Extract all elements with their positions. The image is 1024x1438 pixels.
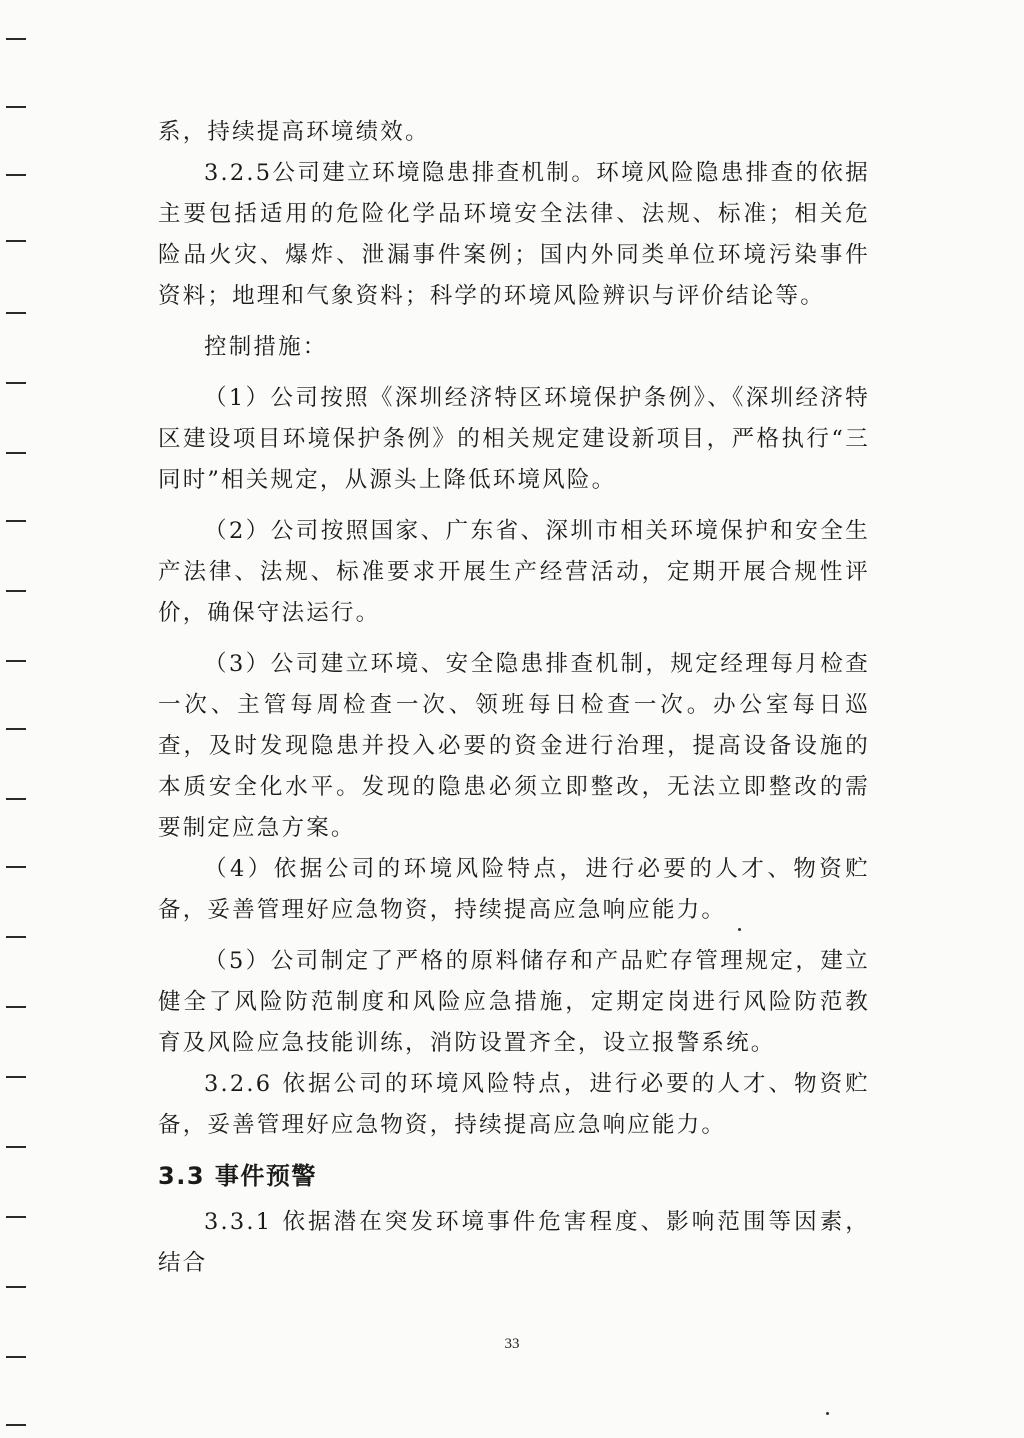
margin-tick [6, 312, 26, 314]
scan-speck [826, 1412, 829, 1415]
margin-tick [6, 728, 26, 730]
margin-tick [6, 1216, 26, 1218]
paragraph-measure-2: （2）公司按照国家、广东省、深圳市相关环境保护和安全生产法律、法规、标准要求开展生产经营活动，定期开展合规性评价，确保守法运行。 [158, 518, 870, 626]
margin-tick [6, 660, 26, 662]
margin-tick [6, 1286, 26, 1288]
margin-tick [6, 106, 26, 108]
binding-margin-marks [6, 0, 28, 1438]
margin-tick [6, 382, 26, 384]
margin-tick [6, 174, 26, 176]
scan-speck [738, 928, 741, 931]
paragraph-continued: 系，持续提高环境绩效。 [158, 119, 430, 145]
paragraph-measure-5: （5）公司制定了严格的原料储存和产品贮存管理规定，建立健全了风险防范制度和风险应急措施，定期定岗进行风险防范教育及风险应急技能训练，消防设置齐全，设立报警系统。 [158, 948, 870, 1056]
margin-tick [6, 590, 26, 592]
margin-tick [6, 1076, 26, 1078]
section-heading-3-3: 3.3 事件预警 [158, 1162, 317, 1190]
paragraph-measure-4: （4）依据公司的环境风险特点，进行必要的人才、物资贮备，妥善管理好应急物资，持续提高应急响应能力。 [158, 856, 870, 923]
margin-tick [6, 38, 26, 40]
paragraph-3-2-5: 3.2.5公司建立环境隐患排查机制。环境风险隐患排查的依据主要包括适用的危险化学品环境安全法律、法规、标准；相关危险品火灾、爆炸、泄漏事件案例；国内外同类单位环境污染事件资料；地理和气象资料；科学的环境风险辨识与评价结论等。 [158, 160, 870, 309]
margin-tick [6, 1424, 26, 1426]
margin-tick [6, 936, 26, 938]
document-body [158, 112, 870, 1284]
paragraph-control-measures-label: 控制措施： [204, 334, 328, 360]
margin-tick [6, 1006, 26, 1008]
paragraph-measure-3: （3）公司建立环境、安全隐患排查机制，规定经理每月检查一次、主管每周检查一次、领班每日检查一次。办公室每日巡查，及时发现隐患并投入必要的资金进行治理，提高设备设施的本质安全化水平。发现的隐患必须立即整改，无法立即整改的需要制定应急方案。 [158, 651, 870, 841]
margin-tick [6, 452, 26, 454]
margin-tick [6, 520, 26, 522]
margin-tick [6, 240, 26, 242]
margin-tick [6, 1146, 26, 1148]
paragraph-3-3-1: 3.3.1 依据潜在突发环境事件危害程度、影响范围等因素，结合 [158, 1209, 870, 1276]
paragraph-measure-1: （1）公司按照《深圳经济特区环境保护条例》、《深圳经济特区建设项目环境保护条例》的相关规定建设新项目，严格执行“三同时”相关规定，从源头上降低环境风险。 [158, 385, 870, 493]
margin-tick [6, 798, 26, 800]
margin-tick [6, 866, 26, 868]
margin-tick [6, 1356, 26, 1358]
paragraph-3-2-6: 3.2.6 依据公司的环境风险特点，进行必要的人才、物资贮备，妥善管理好应急物资，持续提高应急响应能力。 [158, 1071, 870, 1138]
page-number: 33 [504, 1336, 520, 1352]
